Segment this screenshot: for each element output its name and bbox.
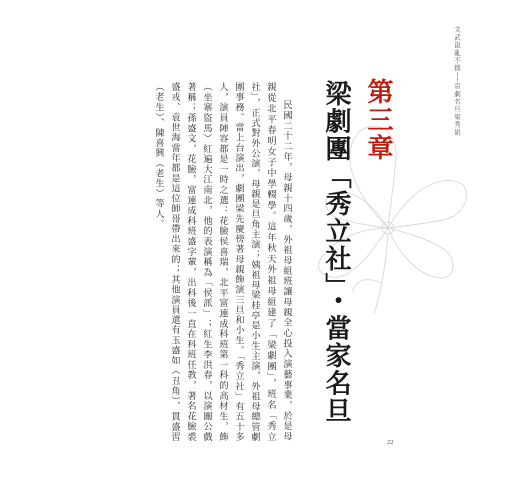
chapter-title: 梁劇團「秀立社」・當家名旦 (321, 80, 351, 425)
body-text (153, 82, 294, 442)
page-number: 22 (387, 439, 394, 446)
paragraph: 民國二十二年，母親十四歲，外祖母組班讓母親全心投入演藝事業，於是母親從北平春明女子中學輟學。這年秋天外祖母組建了「梁劇團」，班名「秀立社」，正式對外公演，母親是旦角主演；姨祖母梁桂亭是小生主演，外祖母總管劇團事務。當上台演出，劇團梁先慶傍著母親飾演三旦和小生。「秀立社」有五十多人，演員陣容都是一時之選：花臉侯喜瑞，北平富連成科班第一科的高材生，飾（坐寨盜馬）紅遍大江南北，他的表演稱為「侯派」；紅生李洪春，以演關公戲著稱；孫盛文，花臉，富連成科班盛字輩，出科後一直在科班任教，著名花臉裘盛戎、袁世海當年都是這位師哥帶出來的；其他演員還有玉盛如（丑角）、貫盛習（老生）、陳喜興（老生）等人。 (153, 82, 292, 442)
chapter-number: 第三章 (363, 78, 393, 162)
running-header: 文武崑亂不擋──京劇名旦梁秀娟 (453, 26, 461, 137)
